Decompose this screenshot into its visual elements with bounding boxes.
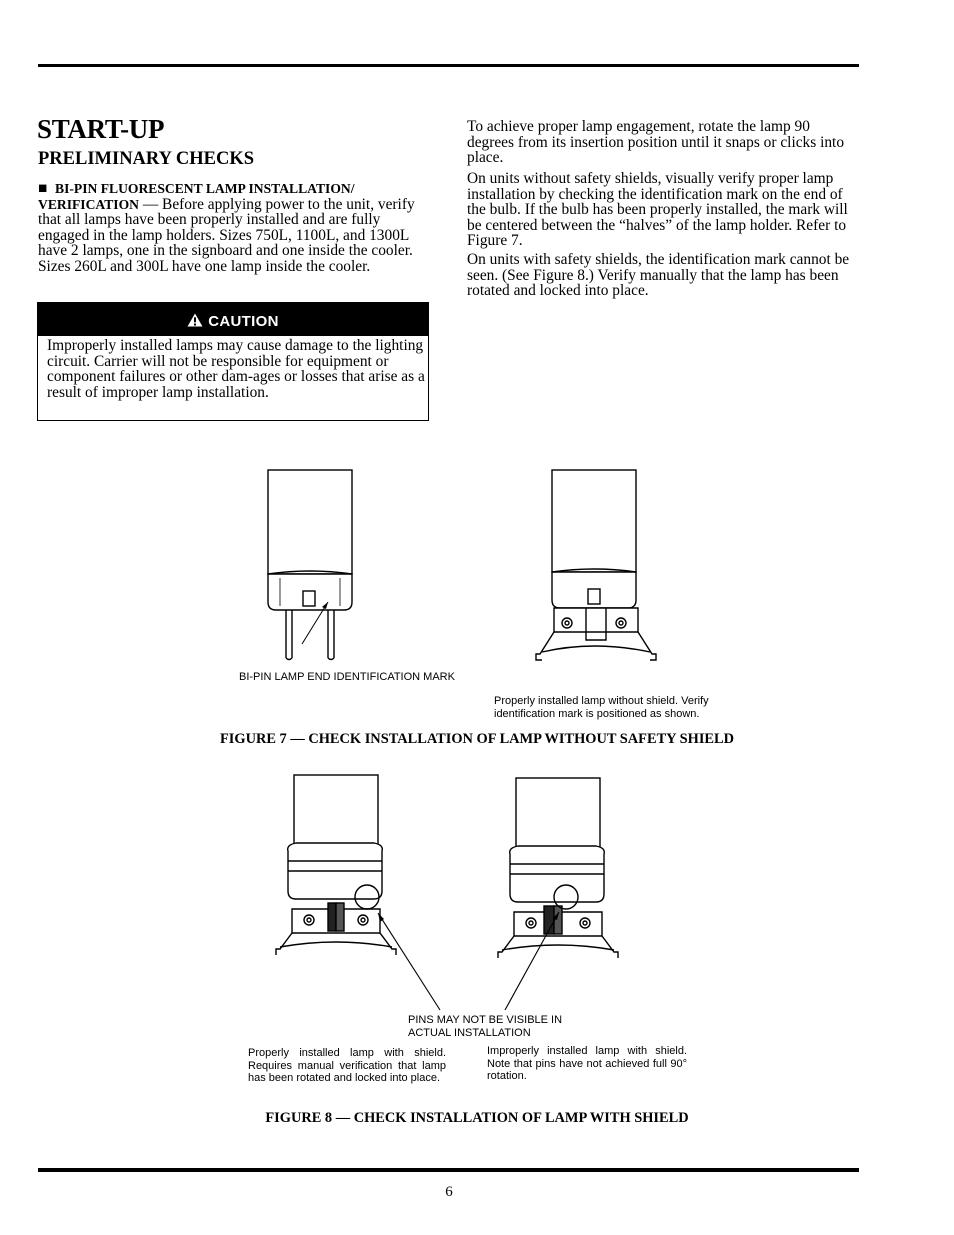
bottom-rule — [38, 1168, 859, 1172]
figure7-label-right: Properly installed lamp without shield. Verify identification mark is positioned as shown. — [494, 695, 709, 720]
figure7-caption: FIGURE 7 — CHECK INSTALLATION OF LAMP WITHOUT SAFETY SHIELD — [219, 731, 735, 747]
shield-paragraph: On units with safety shields, the identification mark cannot be seen. (See Figure 8.) Verify manually that the lamp has been rotated and locked into place. — [467, 251, 850, 300]
section-title: START-UP — [37, 114, 165, 144]
figure8-label-left: Properly installed lamp with shield. Requires manual verification that lamp has been rotated and locked into place. — [248, 1047, 446, 1084]
lamp-installation-heading: BI-PIN FLUORESCENT LAMP INSTALLATION/ VERIFICATION — [38, 181, 355, 212]
figure8-label-center: PINS MAY NOT BE VISIBLE IN ACTUAL INSTALLATION — [408, 1014, 563, 1039]
figure8-label-right: Improperly installed lamp with shield. Note that pins have not achieved full 90° rotation. — [487, 1045, 687, 1082]
lamp-installation-body: — Before applying power to the unit, verify that all lamps have been properly installed and are fully engaged in the lamp holders. Sizes 750L, 1100L, and 1300L have 2 lamps, one in the signboard and one inside the cooler. Sizes 260L and 300L have one lamp inside the cooler. — [38, 195, 415, 275]
caution-label-text: CAUTION — [208, 313, 279, 330]
page-number: 6 — [445, 1184, 453, 1200]
figure7-label-left: BI-PIN LAMP END IDENTIFICATION MARK — [239, 671, 455, 683]
section-subtitle: PRELIMINARY CHECKS — [38, 149, 255, 169]
figure8-caption: FIGURE 8 — CHECK INSTALLATION OF LAMP WITH SHIELD — [265, 1110, 689, 1126]
caution-text: Improperly installed lamps may cause damage to the lighting circuit. Carrier will not be responsible for equipment or component failures or other dam-ages or losses that arise as a result of improper lamp installation. — [47, 337, 425, 401]
bullet-square: ■ — [38, 180, 48, 197]
no-shield-paragraph: On units without safety shields, visually verify proper lamp installation by checking the identification mark on the end of the bulb. If the bulb has been properly installed, the mark will be centered between the “halves” of the lamp holder. Refer to Figure 7. — [467, 170, 848, 250]
rotation-paragraph: To achieve proper lamp engagement, rotate the lamp 90 degrees from its insertion position until it snaps or clicks into place. — [467, 118, 845, 167]
